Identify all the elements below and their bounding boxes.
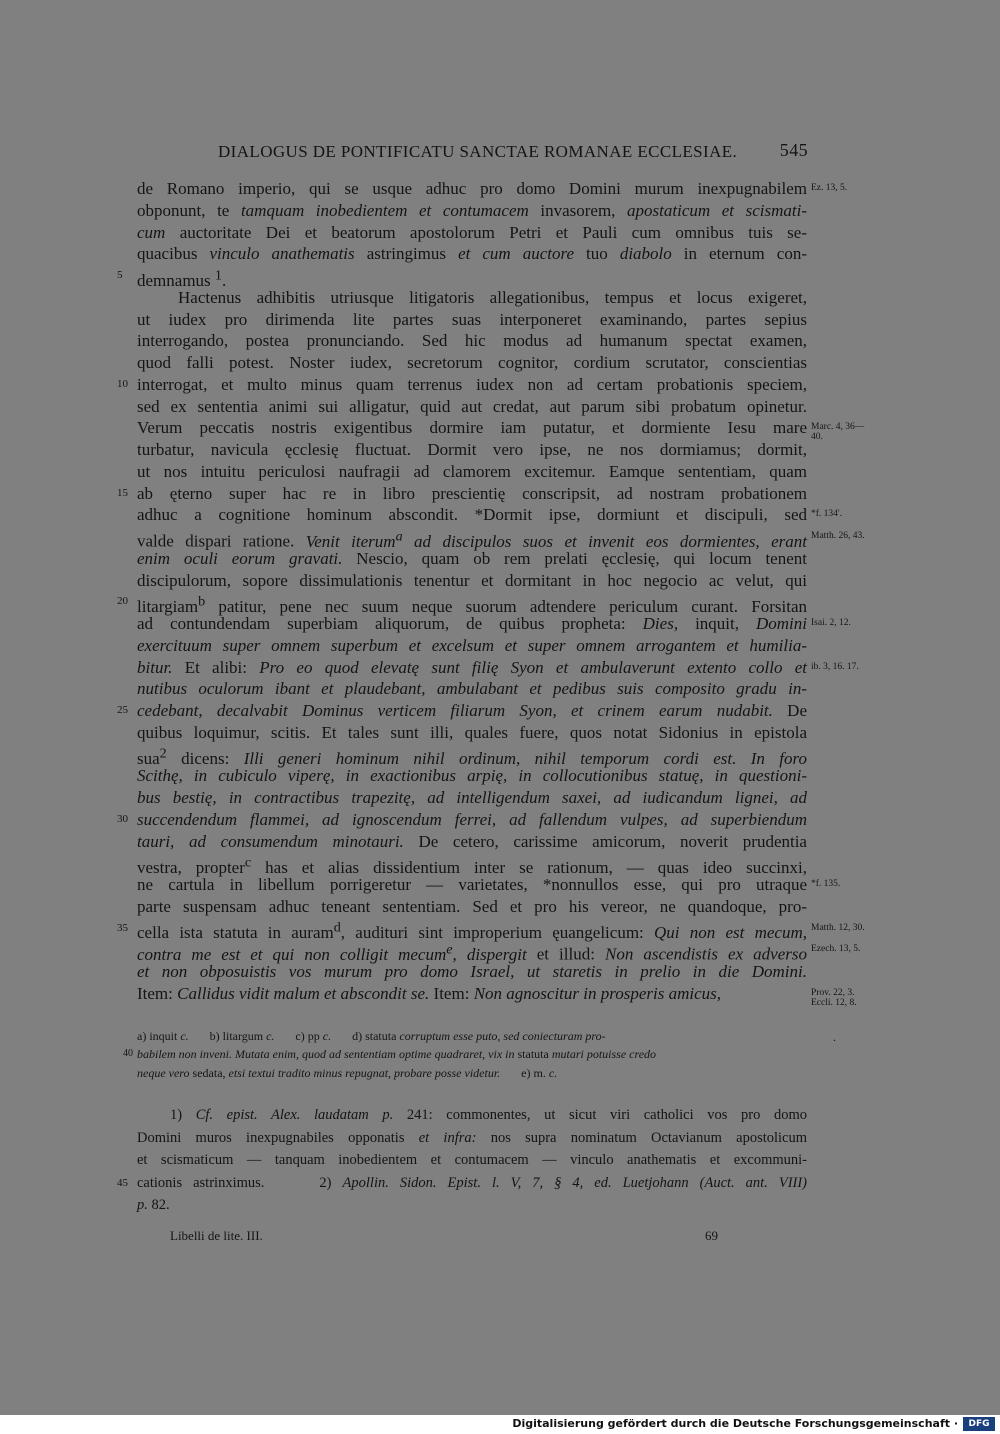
main-text-line xyxy=(137,635,807,657)
marginal-reference: *f. 134'. xyxy=(811,509,843,520)
main-text-line xyxy=(137,417,865,443)
main-text-block xyxy=(117,178,865,1008)
main-text-line-text: parte suspensam adhuc teneant sententiam. Sed et pro his vereor, ne quandoque, pro- xyxy=(137,896,807,916)
main-text-line xyxy=(117,374,807,396)
signature-label: Libelli de lite. III. xyxy=(170,1228,263,1243)
main-text-line-text: ut iudex pro dirimenda lite partes suas interponeret examinando, partes sepius xyxy=(137,309,807,329)
main-text-line xyxy=(137,896,807,918)
main-text-line-text: turbatur, navicula ęcclesię fluctuat. Dormit vero ipse, ne nos dormiamus; dormit, xyxy=(137,440,807,459)
marginal-reference: Ez. 13, 5. xyxy=(811,183,848,193)
footnote-line xyxy=(137,1104,807,1127)
line-number: 30 xyxy=(117,812,128,825)
main-text-line-text: de Romano imperio, qui se usque adhuc pro domo Domini murum inexpugnabilem xyxy=(137,179,807,198)
footnote-line-text: Domini muros inexpugnabiles opponatis et infra: nos supra nominatum Octavianum apostolicum xyxy=(137,1129,808,1146)
line-number: 35 xyxy=(117,921,128,934)
marginal-reference: Prov. 22, 3. Eccli. 12, 8. xyxy=(811,987,857,1008)
running-header xyxy=(218,142,808,162)
main-text-line-text: et non obposuistis vos murum pro domo Israel, ut staretis in prelio in die Domini. xyxy=(137,962,807,981)
main-text-line xyxy=(137,722,807,744)
main-text-line xyxy=(117,918,865,943)
apparatus-line-text: babilem non inveni. Mutata enim, quod ad sententiam optime quadraret, vix in statuta mutari potuisse credo xyxy=(137,1047,657,1062)
marginal-reference: ib. 3, 16. 17. xyxy=(811,661,859,672)
main-text-line xyxy=(137,461,807,483)
main-text-line xyxy=(117,591,807,616)
signature-line xyxy=(170,1228,730,1244)
apparatus-line xyxy=(123,1045,807,1063)
main-text-line-text: valde dispari ratione. Venit iterum$^a$ ad discipulos suos et invenit eos dormientes, erant xyxy=(137,528,807,551)
apparatus-line xyxy=(137,1027,807,1045)
line-number: 15 xyxy=(117,486,128,499)
main-text-line xyxy=(117,265,807,290)
footnote-line-text: cationis astrinximus. 2) Apollin. Sidon. Epist. l. V, 7, § 4, ed. Luetjohann (Auct. ant. VIII) xyxy=(137,1174,808,1191)
main-text-line-text: sua$^2$ dicens: Illi generi hominum nihil ordinum, nihil temporum cordi est. In foro xyxy=(137,745,807,769)
main-text-line-text: ab ęterno super hac re in libro prescientię conscripsit, ad nostram probationem xyxy=(137,483,807,503)
main-text-line-text: cella ista statuta in auram$^d$, audituri sint improperium ęuangelicum: Qui non est mecum, xyxy=(137,919,808,943)
main-text-line xyxy=(137,657,859,679)
main-text-line xyxy=(137,330,807,352)
main-text-line-text: ne cartula in libellum porrigeretur — varietates, *nonnullos esse, qui pro utraque xyxy=(137,875,807,894)
line-number: 25 xyxy=(117,704,128,716)
digitization-banner xyxy=(0,1415,1000,1434)
main-text-line-text: adhuc a cognitione hominum abscondit. *Dormit ipse, dormiunt et discipuli, sed xyxy=(137,505,807,525)
main-text-line-text: cum auctoritate Dei et beatorum apostolorum Petri et Pauli cum omnibus tuis se- xyxy=(137,222,807,242)
main-text-line xyxy=(137,439,807,461)
main-text-line xyxy=(137,504,843,526)
main-text-line xyxy=(137,765,807,787)
main-text-line xyxy=(137,983,857,1008)
main-text-line-text: quod falli potest. Noster iudex, secretorum cognitor, cordium scrutator, conscientias xyxy=(137,353,807,372)
footnote-line xyxy=(137,1149,807,1172)
main-text-line-text: cedebant, decalvabit Dominus verticem filiarum Syon, et crinem earum nudabit. De xyxy=(137,701,807,720)
main-text-line xyxy=(137,178,848,200)
main-text-line-text: nutibus oculorum ibant et plaudebant, ambulabant et pedibus suis composito gradu in- xyxy=(137,679,807,699)
main-text-line-text: Scithę, in cubiculo viperę, in exactionibus arpię, in collocutionibus statuę, in questioni- xyxy=(137,766,807,786)
marginal-reference: Ezech. 13, 5. xyxy=(811,944,861,955)
main-text-line xyxy=(137,287,807,309)
main-text-line-text: ut nos intuitu periculosi naufragii ad clamorem excitemur. Eamque sententiam, quam xyxy=(137,461,807,481)
main-text-line xyxy=(137,613,851,635)
footnote-line-text: p. 82. xyxy=(137,1197,170,1214)
line-number: 10 xyxy=(117,377,128,390)
main-text-line xyxy=(137,352,807,374)
running-title: DIALOGUS DE PONTIFICATU SANCTAE ROMANAE ECCLESIAE. xyxy=(218,142,738,161)
main-text-line-text: litargiam$^b$ patitur, pene nec suum neque suorum adtendere periculum curant. Forsitan xyxy=(137,593,807,616)
line-number: 5 xyxy=(117,269,123,281)
main-text-line xyxy=(137,831,807,853)
main-text-line-text: quacibus vinculo anathematis astringimus et cum auctore tuo diabolo in eternum con- xyxy=(137,244,807,264)
main-text-line xyxy=(137,939,861,964)
main-text-line xyxy=(137,852,808,877)
marginal-reference: Marc. 4, 36—40. xyxy=(811,422,865,443)
footnote-line xyxy=(137,1194,807,1217)
main-text-line-text: obponunt, te tamquam inobedientem et contumacem invasorem, apostaticum et scismati- xyxy=(137,200,807,220)
main-text-line-text: interrogat, et multo minus quam terrenus iudex non ad certam probationis speciem, xyxy=(137,374,807,394)
marginal-reference: Isai. 2, 12. xyxy=(811,618,851,628)
main-text-line-text: sed ex sententia animi sui alligatur, quid aut credat, aut parum sibi probatum opinetur. xyxy=(137,396,807,416)
main-text-line xyxy=(117,809,807,831)
main-text-line xyxy=(137,678,807,700)
banner-text: Digitalisierung gefördert durch die Deutsche Forschungsgemeinschaft · xyxy=(512,1417,958,1430)
main-text-line-text: Hactenus adhibitis utriusque litigatoris allegationibus, tempus et locus exigeret, xyxy=(178,287,807,307)
main-text-line-text: contra me est et qui non colligit mecum$^e$, dispergit et illud: Non ascendistis ex adverso xyxy=(137,941,807,964)
footnote-line-text: 1) Cf. epist. Alex. laudatam p. 241: commonentes, ut sicut viri catholici vos pro domo xyxy=(170,1107,807,1123)
main-text-line xyxy=(137,874,841,896)
main-text-line-text: quibus loquimur, scitis. Et tales sunt illi, quales fuere, quos notat Sidonius in epistola xyxy=(137,722,807,742)
main-text-line xyxy=(117,700,807,722)
main-text-line-text: ad contundendam superbiam aliquorum, de quibus propheta: Dies, inquit, Domini xyxy=(137,614,807,633)
marginal-reference: Matth. 12, 30. xyxy=(811,922,865,933)
main-text-line xyxy=(117,483,807,505)
main-text-line-text: vestra, propter$^c$ has et alias dissidentium inter se rationum, — quas ideo succinxi, xyxy=(137,854,808,877)
main-text-line xyxy=(137,548,807,570)
main-text-line xyxy=(137,961,807,983)
line-number: 20 xyxy=(117,595,128,608)
main-text-line-text: bus bestię, in contractibus trapezitę, ad intelligendum saxei, ad iudicandum lignei, ad xyxy=(137,788,807,807)
footnotes-block xyxy=(117,1104,808,1217)
apparatus-line xyxy=(137,1064,807,1082)
main-text-line xyxy=(137,570,807,592)
apparatus-line-text: a) inquit c. b) litargum c. c) pp c. d) statuta corruptum esse puto, sed coniecturam pro- xyxy=(137,1029,606,1043)
main-text-line xyxy=(137,396,807,418)
main-text-line xyxy=(137,526,865,551)
main-text-line-text: interrogando, postea pronunciando. Sed hic modus ad humanum spectat examen, xyxy=(137,331,807,351)
apparatus-line-text: neque vero sedata, etsi textui tradito minus repugnat, probare posse videtur. e) m. c. xyxy=(137,1065,558,1080)
margin-dot: . xyxy=(833,1030,836,1044)
signature-number: 69 xyxy=(705,1228,718,1243)
marginal-reference: Matth. 26, 43. xyxy=(811,531,865,541)
page-number: 545 xyxy=(779,140,808,160)
main-text-line-text: succendendum flammei, ad ignoscendum ferrei, ad fallendum vulpes, ad superbiendum xyxy=(137,809,807,829)
main-text-line-text: exercituum super omnem superbum et excelsum et super omnem arrogantem et humilia- xyxy=(137,635,807,655)
main-text-line-text: tauri, ad consumendum minotauri. De cetero, carissime amicorum, noverit prudentia xyxy=(137,831,807,851)
line-number: 40 xyxy=(123,1048,133,1060)
main-text-line xyxy=(137,222,807,244)
line-number: 45 xyxy=(117,1176,128,1189)
footnote-line xyxy=(137,1127,807,1150)
main-text-line-text: bitur. Et alibi: Pro eo quod elevatę sunt filię Syon et ambulaverunt extento collo et xyxy=(137,657,808,677)
footnote-line xyxy=(117,1172,808,1195)
critical-apparatus xyxy=(123,1027,807,1082)
main-text-line-text: discipulorum, sopore dissimulationis tenentur et dormitant in hoc negocio ac velut, qui xyxy=(137,570,807,590)
main-text-line xyxy=(137,243,807,265)
dfg-logo-icon: DFG xyxy=(963,1417,995,1431)
main-text-line xyxy=(137,787,807,809)
main-text-line-text: Item: Callidus vidit malum et abscondit se. Item: Non agnoscitur in prosperis amicus, xyxy=(137,983,721,1003)
main-text-line-text: enim oculi eorum gravati. Nescio, quam ob rem prelati ęcclesię, qui locum tenent xyxy=(137,548,807,568)
main-text-line xyxy=(137,200,807,222)
main-text-line xyxy=(137,744,807,769)
footnote-line-text: et scismaticum — tanquam inobedientem et contumacem — vinculo anathematis et excommuni- xyxy=(137,1152,807,1169)
marginal-reference: *f. 135. xyxy=(811,879,841,889)
main-text-line-text: Verum peccatis nostris exigentibus dormire iam putatur, et dormiente Iesu mare xyxy=(137,418,807,438)
main-text-line xyxy=(137,309,807,331)
main-text-line-text: demnamus $^1$. xyxy=(137,267,227,290)
